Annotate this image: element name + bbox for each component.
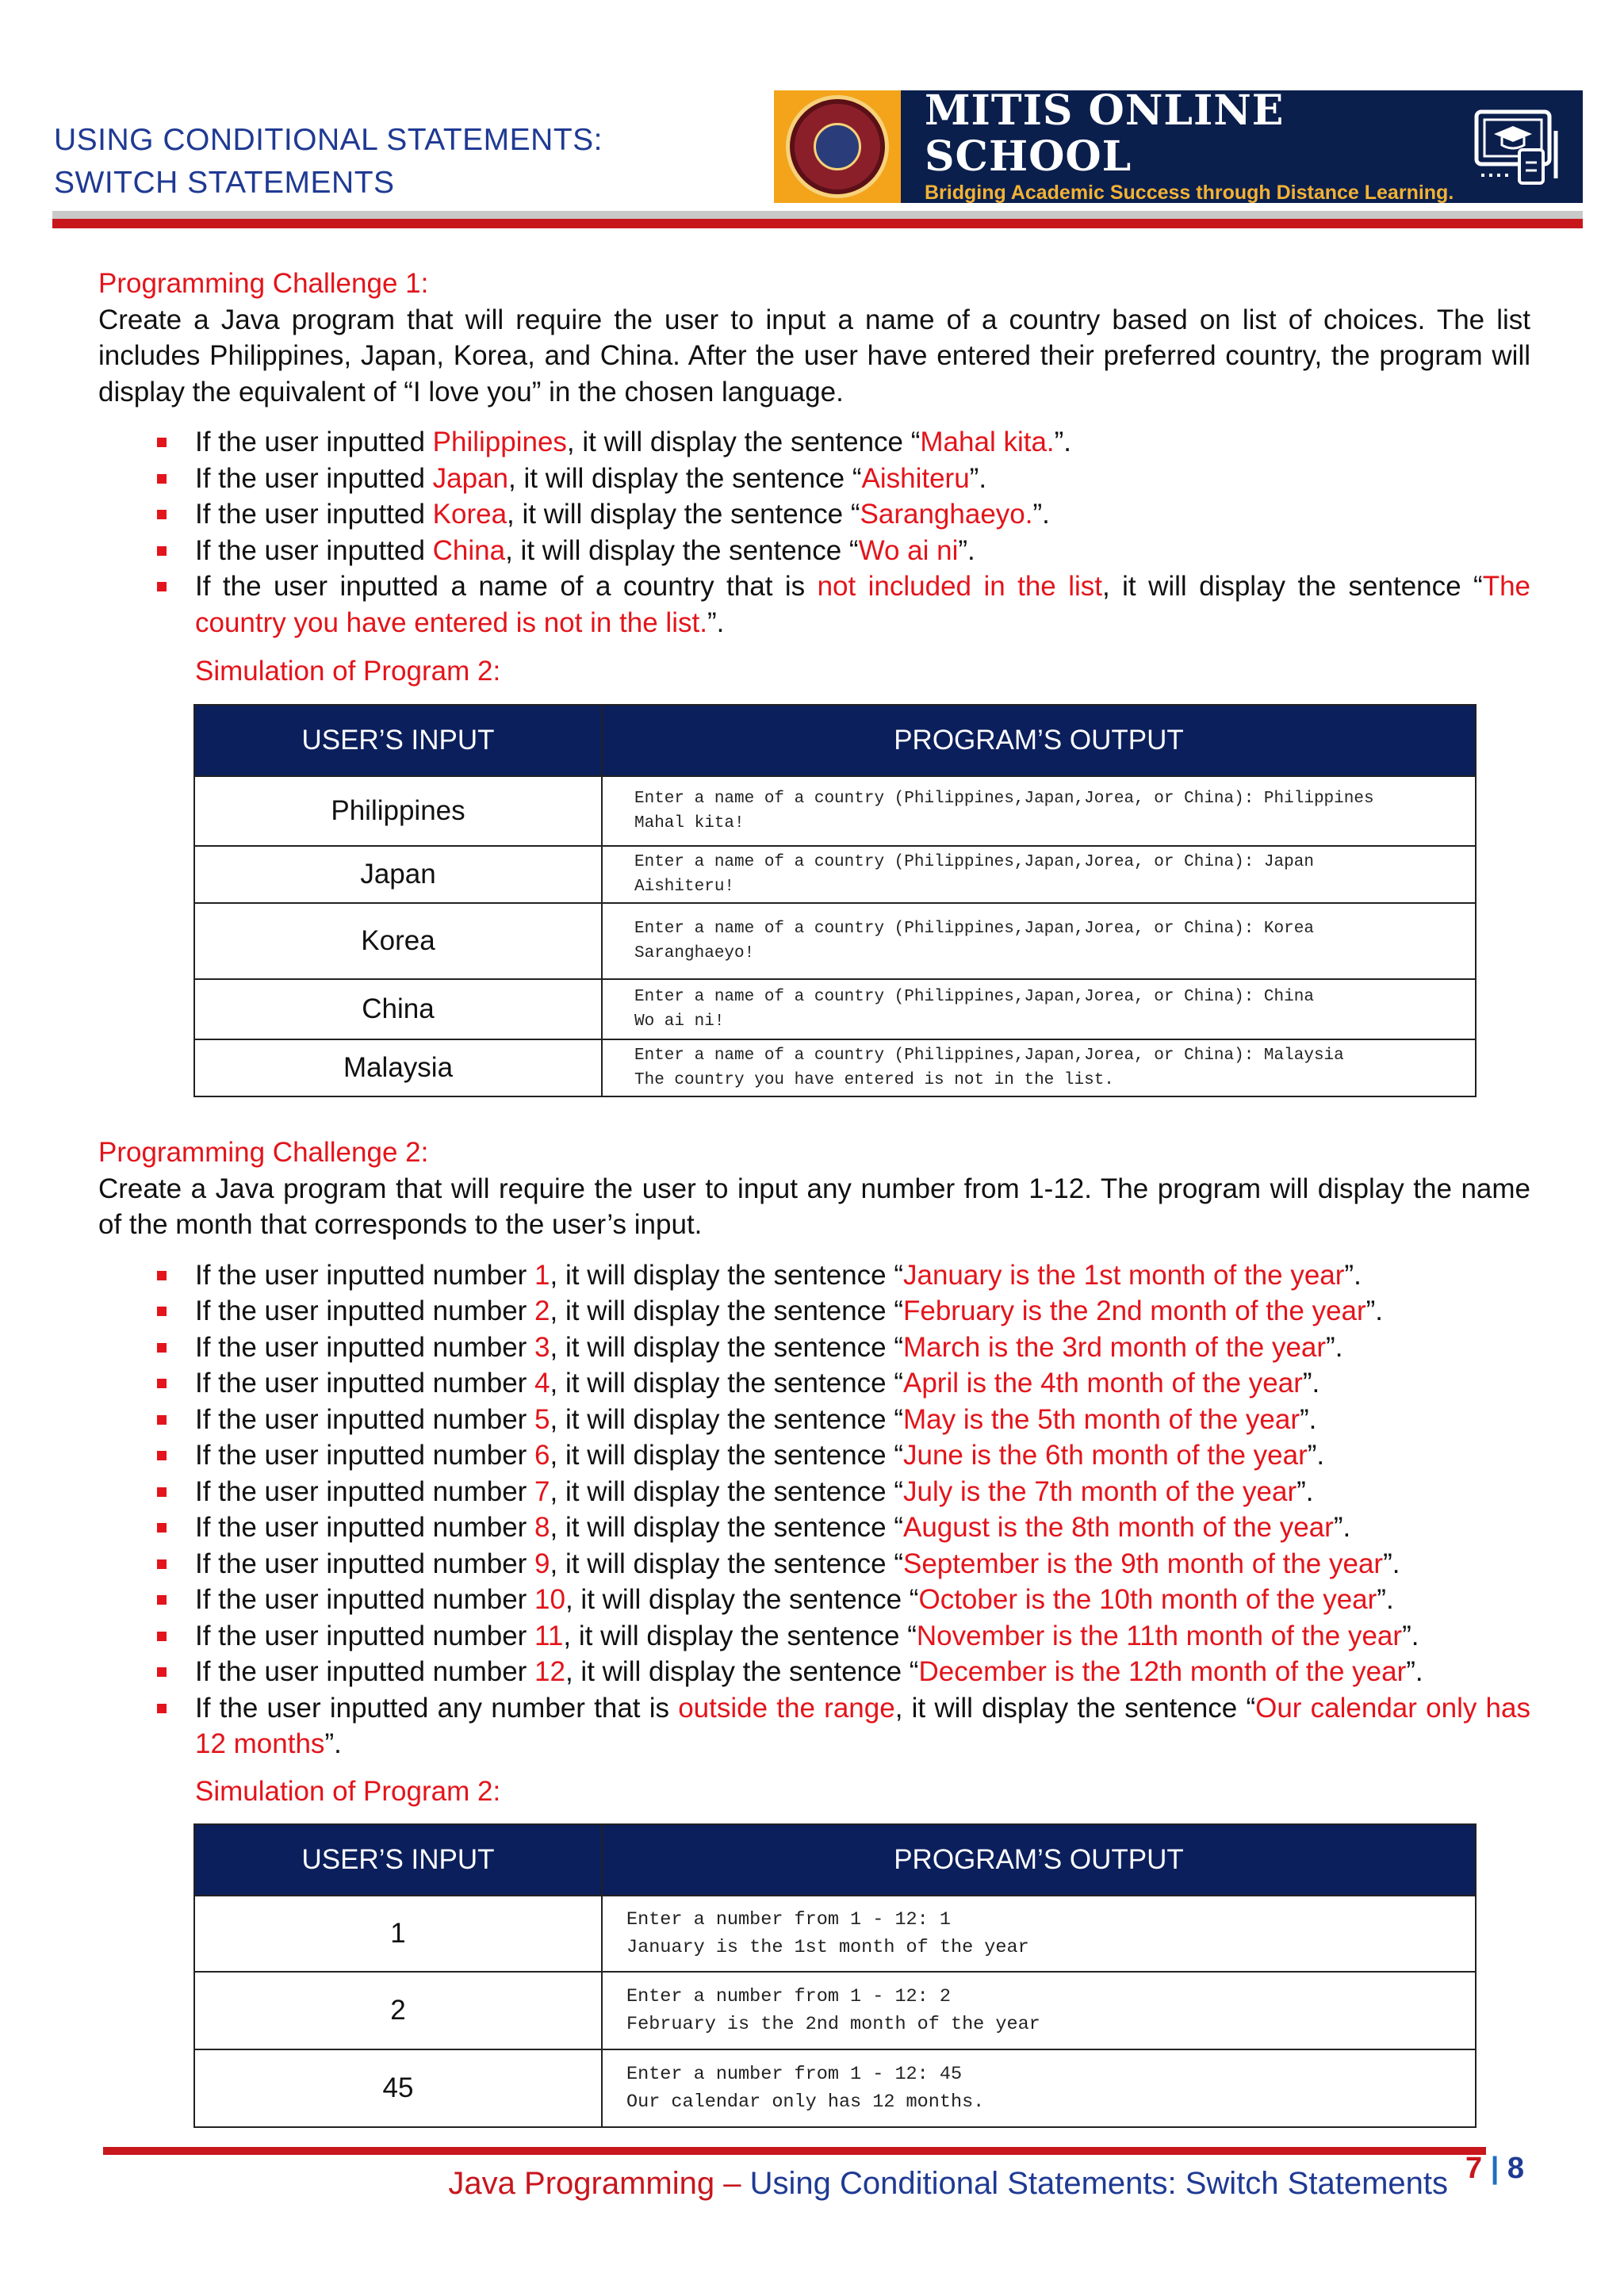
seal-panel [774, 90, 901, 203]
list-item: If the user inputted a name of a country that is not included in the list, it will display the sentence “The country you have entered is not in the list.”. [98, 568, 1530, 641]
list-item: If the user inputted Philippines, it will display the sentence “Mahal kita.”. [98, 424, 1530, 461]
list-item: If the user inputted number 6, it will display the sentence “June is the 6th month of the year”. [98, 1437, 1530, 1474]
footer-text [448, 2161, 1448, 2206]
list-item: If the user inputted number 1, it will display the sentence “January is the 1st month of the year”. [98, 1257, 1530, 1294]
input-cell: Korea [194, 903, 602, 979]
list-item: If the user inputted number 9, it will display the sentence “September is the 9th month of the year”. [98, 1546, 1530, 1582]
school-tagline: Bridging Academic Success through Distance Learning. [925, 182, 1454, 204]
column-header-output: PROGRAM’S OUTPUT [602, 705, 1476, 776]
school-name: MITIS ONLINE SCHOOL [925, 86, 1285, 181]
school-banner [774, 86, 1583, 204]
challenge-2-bullets [98, 1257, 1530, 1762]
table-row [194, 1039, 1476, 1096]
challenge-1-description: Create a Java program that will require the user to input a name of a country based on list of choices. The list includes Philippines, Japan, Korea, and China. After the user have entered their preferred country, the program will display the equivalent of “I love you” in the chosen language. [98, 304, 1530, 408]
list-item: If the user inputted number 10, it will display the sentence “October is the 10th month of the year”. [98, 1582, 1530, 1618]
simulation-table-2 [193, 1823, 1477, 2128]
list-item: If the user inputted number 3, it will display the sentence “March is the 3rd month of the year”. [98, 1330, 1530, 1366]
output-cell: Enter a name of a country (Philippines,Japan,Jorea, or China): Philippines Mahal kita! [602, 776, 1476, 846]
challenge-1-bullets [98, 424, 1530, 641]
footer-rule [103, 2147, 1486, 2155]
online-learning-icon [1470, 99, 1565, 194]
challenge-1-section [98, 266, 1530, 690]
page-current: 7 [1465, 2152, 1483, 2185]
list-item: If the user inputted Japan, it will display the sentence “Aishiteru”. [98, 461, 1530, 497]
school-seal-icon [786, 95, 889, 198]
column-header-input: USER’S INPUT [194, 705, 602, 776]
table-header-row [194, 1824, 1476, 1896]
column-header-output: PROGRAM’S OUTPUT [602, 1824, 1476, 1896]
list-item: If the user inputted number 5, it will display the sentence “May is the 5th month of the year”. [98, 1402, 1530, 1438]
page-separator: | [1490, 2152, 1500, 2185]
output-cell: Enter a name of a country (Philippines,Japan,Jorea, or China): China Wo ai ni! [602, 979, 1476, 1039]
list-item: If the user inputted Korea, it will display the sentence “Saranghaeyo.”. [98, 496, 1530, 533]
input-cell: Philippines [194, 776, 602, 846]
footer-subject: Java Programming – [448, 2166, 750, 2201]
column-header-input: USER’S INPUT [194, 1824, 602, 1896]
table-row [194, 776, 1476, 846]
list-item: If the user inputted number 4, it will display the sentence “April is the 4th month of the year”. [98, 1365, 1530, 1402]
page-number [1465, 2152, 1524, 2186]
list-item: If the user inputted number 7, it will display the sentence “July is the 7th month of the year”. [98, 1474, 1530, 1510]
simulation-table-1 [193, 704, 1477, 1097]
table-header-row [194, 705, 1476, 776]
input-cell: 1 [194, 1896, 602, 1972]
header-rule-red [52, 219, 1583, 228]
input-cell: 45 [194, 2049, 602, 2127]
challenge-2-description: Create a Java program that will require the user to input any number from 1-12. The program will display the name of the month that corresponds to the user’s input. [98, 1173, 1530, 1240]
table-row [194, 1972, 1476, 2049]
document-title-line2: SWITCH STATEMENTS [54, 166, 395, 200]
table-row [194, 903, 1476, 979]
document-title [54, 119, 603, 205]
table-row [194, 1896, 1476, 1972]
list-item: If the user inputted number 8, it will display the sentence “August is the 8th month of the year”. [98, 1510, 1530, 1546]
output-cell: Enter a name of a country (Philippines,Japan,Jorea, or China): Japan Aishiteru! [602, 846, 1476, 903]
header-rule-gray [52, 211, 1583, 219]
footer-topic: Using Conditional Statements: Switch Statements [749, 2166, 1448, 2201]
output-cell: Enter a number from 1 - 12: 1 January is the 1st month of the year [602, 1896, 1476, 1972]
banner-text [901, 88, 1470, 205]
output-cell: Enter a name of a country (Philippines,Japan,Jorea, or China): Korea Saranghaeyo! [602, 903, 1476, 979]
document-title-line1: USING CONDITIONAL STATEMENTS: [54, 123, 603, 157]
challenge-2-simulation-title: Simulation of Program 2: [195, 1775, 501, 1807]
challenge-2-title: Programming Challenge 2: [98, 1137, 429, 1168]
table-row [194, 846, 1476, 903]
list-item: If the user inputted China, it will display the sentence “Wo ai ni”. [98, 533, 1530, 569]
input-cell: Japan [194, 846, 602, 903]
list-item: If the user inputted any number that is outside the range, it will display the sentence “Our calendar only has 12 months”. [98, 1690, 1530, 1762]
output-cell: Enter a number from 1 - 12: 45 Our calendar only has 12 months. [602, 2049, 1476, 2127]
input-cell: China [194, 979, 602, 1039]
challenge-1-simulation-title: Simulation of Program 2: [195, 656, 501, 687]
list-item: If the user inputted number 2, it will display the sentence “February is the 2nd month of the year”. [98, 1293, 1530, 1330]
challenge-2-section [98, 1135, 1530, 1809]
table-row [194, 2049, 1476, 2127]
list-item: If the user inputted number 12, it will display the sentence “December is the 12th month of the year”. [98, 1654, 1530, 1690]
challenge-1-title: Programming Challenge 1: [98, 268, 429, 299]
output-cell: Enter a number from 1 - 12: 2 February is the 2nd month of the year [602, 1972, 1476, 2049]
list-item: If the user inputted number 11, it will display the sentence “November is the 11th month of the year”. [98, 1618, 1530, 1655]
input-cell: Malaysia [194, 1039, 602, 1096]
output-cell: Enter a name of a country (Philippines,Japan,Jorea, or China): Malaysia The country you have entered is not in the list. [602, 1039, 1476, 1096]
input-cell: 2 [194, 1972, 602, 2049]
table-row [194, 979, 1476, 1039]
page-total: 8 [1507, 2152, 1525, 2185]
